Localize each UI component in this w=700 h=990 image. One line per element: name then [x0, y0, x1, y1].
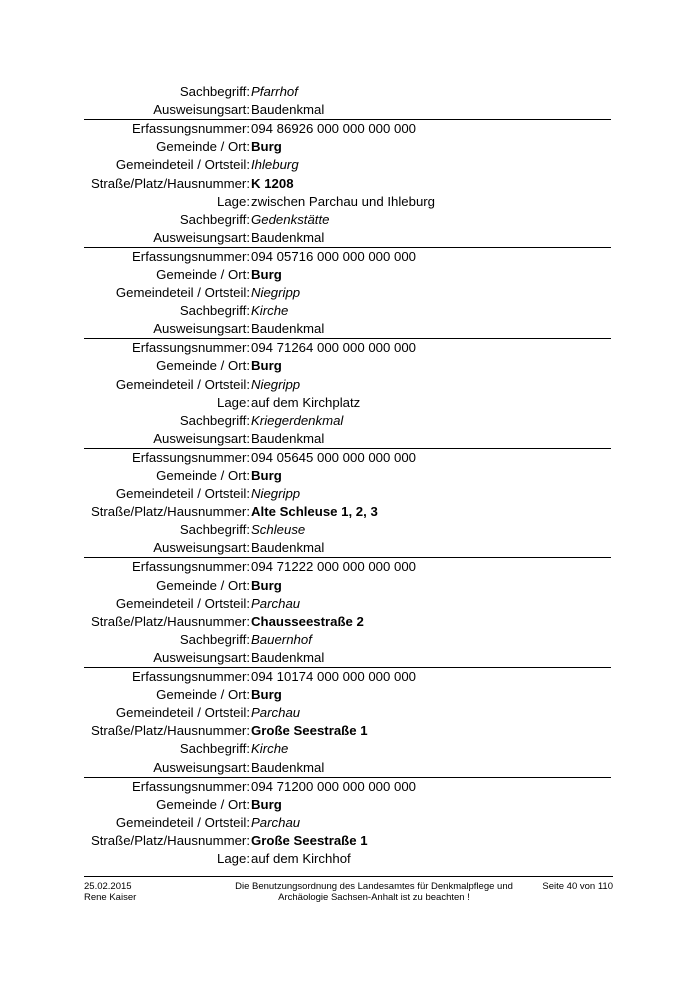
record-field-gemeinde	[0, 138, 611, 156]
footer-author: Rene Kaiser	[84, 892, 137, 903]
record-field-gemeinde	[0, 357, 611, 375]
field-value: Alte Schleuse 1, 2, 3	[251, 504, 378, 520]
record-field-strasse	[0, 503, 611, 521]
field-label: Gemeindeteil / Ortsteil:	[115, 814, 250, 830]
footer-page-number: Seite 40 von 110	[542, 881, 613, 892]
field-label: Erfassungsnummer:	[132, 340, 250, 356]
record-field-ausweisungsart	[0, 320, 611, 338]
field-value: 094 71222 000 000 000 000	[251, 559, 417, 575]
page-footer	[84, 876, 613, 903]
footer-date: 25.02.2015	[84, 881, 132, 892]
record-field-gemeindeteil	[0, 704, 611, 722]
field-value: Burg	[251, 687, 282, 703]
record-field-ausweisungsart	[0, 649, 611, 667]
field-value: Baudenkmal	[251, 759, 325, 775]
record-field-sachbegriff	[0, 631, 611, 649]
field-value: Baudenkmal	[251, 229, 325, 245]
footer-meta	[84, 881, 136, 903]
field-label: Straße/Platz/Hausnummer:	[90, 613, 250, 629]
record-field-strasse	[0, 174, 611, 192]
field-value: 094 71200 000 000 000 000	[251, 778, 417, 794]
footer-notice	[224, 881, 524, 903]
record-field-sachbegriff	[0, 211, 611, 229]
record-field-strasse	[0, 722, 611, 740]
field-label: Gemeinde / Ort:	[156, 358, 250, 374]
field-label: Sachbegriff:	[179, 741, 250, 757]
field-label: Gemeindeteil / Ortsteil:	[115, 157, 250, 173]
footer-notice-line2: Archäologie Sachsen-Anhalt ist zu beachten !	[278, 892, 470, 903]
field-value: Niegripp	[251, 376, 301, 392]
field-value: Schleuse	[251, 522, 306, 538]
field-label: Ausweisungsart:	[153, 430, 250, 446]
field-value: zwischen Parchau und Ihleburg	[251, 193, 436, 209]
field-value: Bauernhof	[251, 631, 312, 647]
field-label: Erfassungsnummer:	[132, 121, 250, 137]
field-label: Gemeinde / Ort:	[156, 468, 250, 484]
field-label: Sachbegriff:	[179, 631, 250, 647]
monument-list	[0, 83, 700, 868]
record-field-gemeinde	[0, 577, 611, 595]
field-value: Niegripp	[251, 486, 301, 502]
monument-record	[84, 667, 611, 777]
record-field-erfassungsnummer	[0, 120, 611, 138]
record-field-lage	[0, 394, 611, 412]
record-field-sachbegriff	[0, 83, 700, 101]
field-label: Gemeinde / Ort:	[156, 266, 250, 282]
field-value: Burg	[251, 577, 282, 593]
record-field-ausweisungsart	[0, 101, 700, 119]
field-label: Erfassungsnummer:	[132, 449, 250, 465]
record-field-ausweisungsart	[0, 430, 611, 448]
record-field-strasse	[0, 832, 611, 850]
record-field-erfassungsnummer	[0, 668, 611, 686]
monument-record	[0, 83, 700, 119]
field-value: 094 05645 000 000 000 000	[251, 449, 417, 465]
record-field-gemeinde	[0, 467, 611, 485]
field-label: Sachbegriff:	[179, 84, 250, 100]
field-value: Baudenkmal	[251, 540, 325, 556]
field-label: Straße/Platz/Hausnummer:	[90, 504, 250, 520]
field-value: Parchau	[251, 595, 301, 611]
field-label: Sachbegriff:	[179, 303, 250, 319]
record-field-erfassungsnummer	[0, 778, 611, 796]
field-label: Gemeindeteil / Ortsteil:	[115, 285, 250, 301]
field-value: 094 05716 000 000 000 000	[251, 248, 417, 264]
monument-record	[84, 777, 611, 868]
field-value: K 1208	[251, 175, 294, 191]
field-value: Burg	[251, 468, 282, 484]
record-field-gemeindeteil	[0, 156, 611, 174]
field-label: Gemeindeteil / Ortsteil:	[115, 486, 250, 502]
field-value: Ihleburg	[251, 157, 299, 173]
field-label: Gemeindeteil / Ortsteil:	[115, 705, 250, 721]
field-value: Burg	[251, 358, 282, 374]
field-value: Große Seestraße 1	[251, 832, 368, 848]
field-label: Sachbegriff:	[179, 412, 250, 428]
field-label: Erfassungsnummer:	[132, 778, 250, 794]
field-label: Lage:	[216, 850, 250, 866]
record-field-erfassungsnummer	[0, 248, 611, 266]
field-label: Sachbegriff:	[179, 522, 250, 538]
field-label: Gemeindeteil / Ortsteil:	[115, 376, 250, 392]
field-label: Sachbegriff:	[179, 211, 250, 227]
monument-record	[84, 448, 611, 558]
monument-record	[84, 557, 611, 667]
field-label: Ausweisungsart:	[153, 321, 250, 337]
record-field-sachbegriff	[0, 740, 611, 758]
field-value: Kirche	[251, 303, 289, 319]
field-value: Baudenkmal	[251, 649, 325, 665]
field-value: Gedenkstätte	[251, 211, 330, 227]
record-field-gemeindeteil	[0, 814, 611, 832]
field-label: Gemeinde / Ort:	[156, 796, 250, 812]
field-value: 094 10174 000 000 000 000	[251, 669, 417, 685]
field-value: Baudenkmal	[251, 430, 325, 446]
field-label: Gemeindeteil / Ortsteil:	[115, 595, 250, 611]
field-value: Burg	[251, 266, 282, 282]
field-value: 094 86926 000 000 000 000	[251, 121, 417, 137]
footer-notice-line1: Die Benutzungsordnung des Landesamtes für Denkmalpflege und	[235, 881, 513, 892]
record-field-gemeindeteil	[0, 485, 611, 503]
record-field-sachbegriff	[0, 412, 611, 430]
record-field-gemeindeteil	[0, 284, 611, 302]
record-field-lage	[0, 850, 611, 868]
field-label: Lage:	[216, 193, 250, 209]
field-value: auf dem Kirchhof	[251, 850, 351, 866]
field-value: Kirche	[251, 741, 289, 757]
record-field-ausweisungsart	[0, 229, 611, 247]
field-label: Straße/Platz/Hausnummer:	[90, 723, 250, 739]
field-label: Ausweisungsart:	[153, 759, 250, 775]
field-label: Erfassungsnummer:	[132, 669, 250, 685]
record-field-lage	[0, 193, 611, 211]
field-value: auf dem Kirchplatz	[251, 394, 361, 410]
field-label: Gemeinde / Ort:	[156, 687, 250, 703]
field-value: Baudenkmal	[251, 102, 325, 118]
record-field-ausweisungsart	[0, 758, 611, 776]
field-value: Burg	[251, 796, 282, 812]
monument-record	[84, 338, 611, 448]
monument-record	[84, 119, 611, 247]
record-field-strasse	[0, 613, 611, 631]
field-label: Gemeinde / Ort:	[156, 577, 250, 593]
record-field-gemeinde	[0, 686, 611, 704]
field-value: Parchau	[251, 705, 301, 721]
field-label: Straße/Platz/Hausnummer:	[90, 832, 250, 848]
record-field-sachbegriff	[0, 302, 611, 320]
field-value: 094 71264 000 000 000 000	[251, 340, 417, 356]
field-value: Niegripp	[251, 285, 301, 301]
field-value: Große Seestraße 1	[251, 723, 368, 739]
field-value: Parchau	[251, 814, 301, 830]
record-field-ausweisungsart	[0, 539, 611, 557]
field-label: Ausweisungsart:	[153, 540, 250, 556]
record-field-erfassungsnummer	[0, 558, 611, 576]
field-label: Erfassungsnummer:	[132, 248, 250, 264]
field-value: Baudenkmal	[251, 321, 325, 337]
field-label: Erfassungsnummer:	[132, 559, 250, 575]
field-label: Gemeinde / Ort:	[156, 139, 250, 155]
field-label: Ausweisungsart:	[153, 649, 250, 665]
field-label: Lage:	[216, 394, 250, 410]
field-value: Burg	[251, 139, 282, 155]
field-value: Chausseestraße 2	[251, 613, 364, 629]
record-field-erfassungsnummer	[0, 339, 611, 357]
field-value: Kriegerdenkmal	[251, 412, 344, 428]
record-field-gemeinde	[0, 266, 611, 284]
field-label: Straße/Platz/Hausnummer:	[90, 175, 250, 191]
record-field-sachbegriff	[0, 521, 611, 539]
record-field-gemeinde	[0, 796, 611, 814]
record-field-gemeindeteil	[0, 595, 611, 613]
record-field-erfassungsnummer	[0, 449, 611, 467]
field-label: Ausweisungsart:	[153, 229, 250, 245]
field-value: Pfarrhof	[251, 84, 298, 100]
monument-record	[84, 247, 611, 338]
record-field-gemeindeteil	[0, 376, 611, 394]
field-label: Ausweisungsart:	[153, 102, 250, 118]
